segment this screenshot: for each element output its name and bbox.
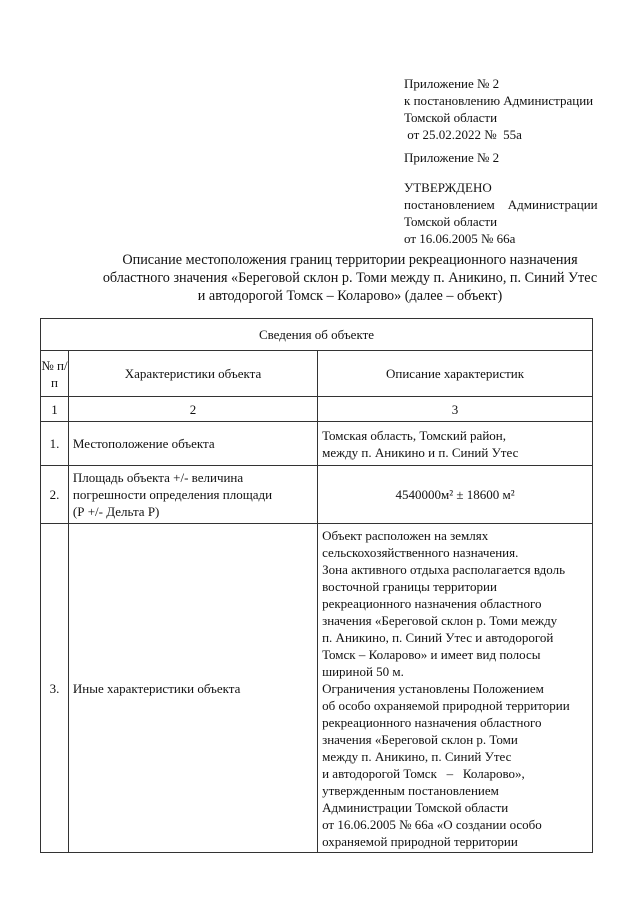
- header-description: Описание характеристик: [318, 351, 593, 397]
- row-description: 4540000м² ± 18600 м²: [318, 466, 593, 524]
- description-line: рекреационного назначения областного: [322, 596, 542, 611]
- header-characteristic: Характеристики объекта: [68, 351, 317, 397]
- row-characteristic: Местоположение объекта: [68, 422, 317, 466]
- appendix-header-current: [404, 75, 593, 143]
- description-line: Объект расположен на землях: [322, 528, 489, 543]
- approval-stamp-block: [404, 179, 598, 247]
- description-line: сельскохозяйственного назначения.: [322, 545, 519, 560]
- header-line: Приложение № 2: [404, 150, 500, 165]
- characteristic-line: погрешности определения площади: [72, 487, 273, 502]
- header-line: от 25.02.2022 № 55а: [404, 127, 522, 142]
- description-line: Томская область, Томский район,: [322, 428, 506, 443]
- description-line: между п. Аникино и п. Синий Утес: [322, 445, 519, 460]
- header-line: УТВЕРЖДЕНО: [404, 180, 492, 195]
- description-line: и автодорогой Томск – Коларово»,: [322, 766, 525, 781]
- header-line: Приложение № 2: [404, 76, 500, 91]
- description-line: Ограничения установлены Положением: [322, 681, 544, 696]
- table-row: [41, 466, 593, 524]
- appendix-header-label: [404, 149, 499, 166]
- description-line: между п. Аникино, п. Синий Утес: [322, 749, 512, 764]
- header-line: Томской области: [404, 214, 498, 229]
- characteristic-line: Площадь объекта +/- величина: [72, 470, 244, 485]
- description-line: Томск – Коларово» и имеет вид полосы: [322, 647, 541, 662]
- document-title: [70, 251, 630, 305]
- column-number: 1: [41, 397, 69, 422]
- description-line: охраняемой природной территории: [322, 834, 518, 849]
- description-line: Администрации Томской области: [322, 800, 509, 815]
- description-line: восточной границы территории: [322, 579, 497, 594]
- table-caption: Сведения об объекте: [41, 319, 593, 351]
- title-line: областного значения «Береговой склон р. Томи между п. Аникино, п. Синий Утес: [102, 270, 598, 286]
- header-line: постановлением Администрации: [404, 197, 598, 212]
- header-line: от 16.06.2005 № 66а: [404, 231, 516, 246]
- table-row: [41, 524, 593, 853]
- row-characteristic: Иные характеристики объекта: [68, 524, 317, 853]
- row-description: [318, 524, 593, 853]
- description-line: шириной 50 м.: [322, 664, 404, 679]
- description-line: Зона активного отдыха располагается вдоль: [322, 562, 565, 577]
- description-line: утвержденным постановлением: [322, 783, 499, 798]
- row-description: [318, 422, 593, 466]
- column-number: 3: [318, 397, 593, 422]
- column-number-row: [41, 397, 593, 422]
- column-number: 2: [68, 397, 317, 422]
- table-header-row: [41, 351, 593, 397]
- title-line: Описание местоположения границ территории рекреационного назначения: [122, 252, 578, 268]
- row-num: 1.: [41, 422, 69, 466]
- description-line: от 16.06.2005 № 66а «О создании особо: [322, 817, 542, 832]
- description-line: значения «Береговой склон р. Томи: [322, 732, 518, 747]
- row-characteristic: [68, 466, 317, 524]
- table-row: [41, 422, 593, 466]
- title-line: и автодорогой Томск – Коларово» (далее – объект): [197, 288, 503, 304]
- description-line: значения «Береговой склон р. Томи между: [322, 613, 558, 628]
- description-line: п. Аникино, п. Синий Утес и автодорогой: [322, 630, 554, 645]
- characteristic-line: (Р +/- Дельта Р): [72, 504, 160, 519]
- table-caption-row: [41, 319, 593, 351]
- description-line: об особо охраняемой природной территории: [322, 698, 570, 713]
- header-line: Томской области: [404, 110, 498, 125]
- header-num: № п/п: [41, 351, 69, 397]
- row-num: 3.: [41, 524, 69, 853]
- description-line: рекреационного назначения областного: [322, 715, 542, 730]
- header-line: к постановлению Администрации: [404, 93, 594, 108]
- object-info-table: [40, 318, 593, 853]
- row-num: 2.: [41, 466, 69, 524]
